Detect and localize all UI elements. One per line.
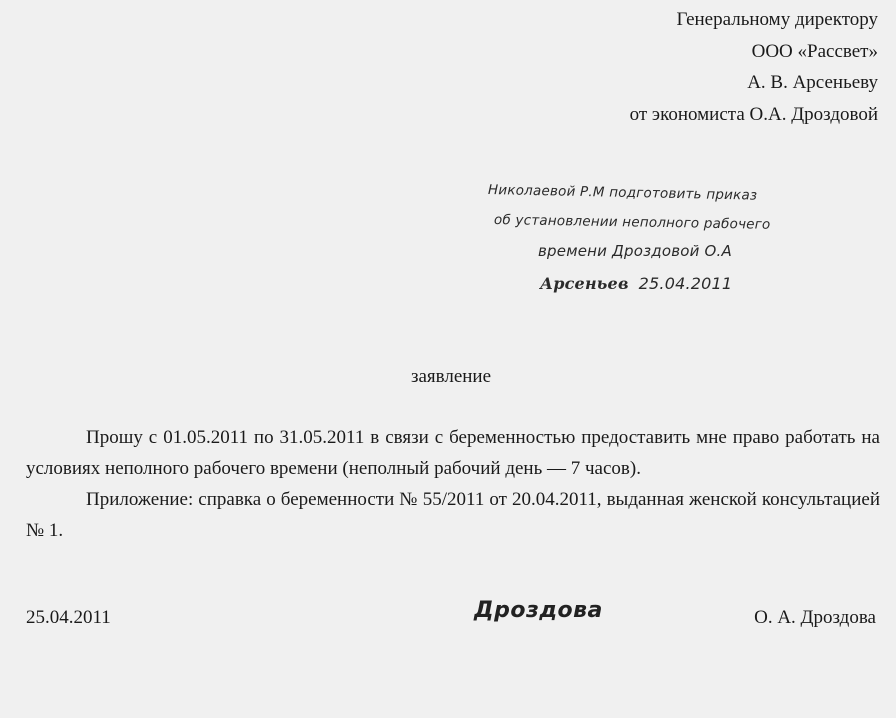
addressee-block bbox=[630, 4, 878, 130]
resolution-signature: Арсеньев bbox=[540, 274, 629, 293]
addressee-company: ООО «Рассвет» bbox=[751, 40, 878, 62]
handwritten-signature: Дроздова bbox=[474, 598, 603, 623]
document-body bbox=[26, 422, 880, 546]
document-title: заявление bbox=[410, 366, 492, 387]
resolution-signature-line bbox=[540, 274, 732, 293]
attachment-paragraph: Приложение: справка о беременности № 55/2011 от 20.04.2011, выданная женской консультацией № 1. bbox=[26, 489, 880, 541]
addressee-name: А. В. Арсеньеву bbox=[747, 72, 878, 93]
resolution-line-2: об установлении неполного рабочего bbox=[493, 212, 771, 233]
resolution-date: 25.04.2011 bbox=[638, 274, 733, 293]
resolution-line-1: Николаевой Р.М подготовить приказ bbox=[487, 182, 758, 204]
sender-line: от экономиста О.А. Дроздовой bbox=[629, 103, 878, 125]
addressee-position: Генеральному директору bbox=[676, 9, 878, 30]
request-paragraph: Прошу с 01.05.2011 по 31.05.2011 в связи с беременностью предоставить мне право работать на условиях неполного рабочего времени (неполный рабочий день — 7 часов). bbox=[26, 427, 880, 479]
footer-date: 25.04.2011 bbox=[26, 607, 111, 628]
signatory-name: О. А. Дроздова bbox=[754, 607, 876, 628]
resolution-line-3: времени Дроздовой О.А bbox=[538, 242, 732, 260]
